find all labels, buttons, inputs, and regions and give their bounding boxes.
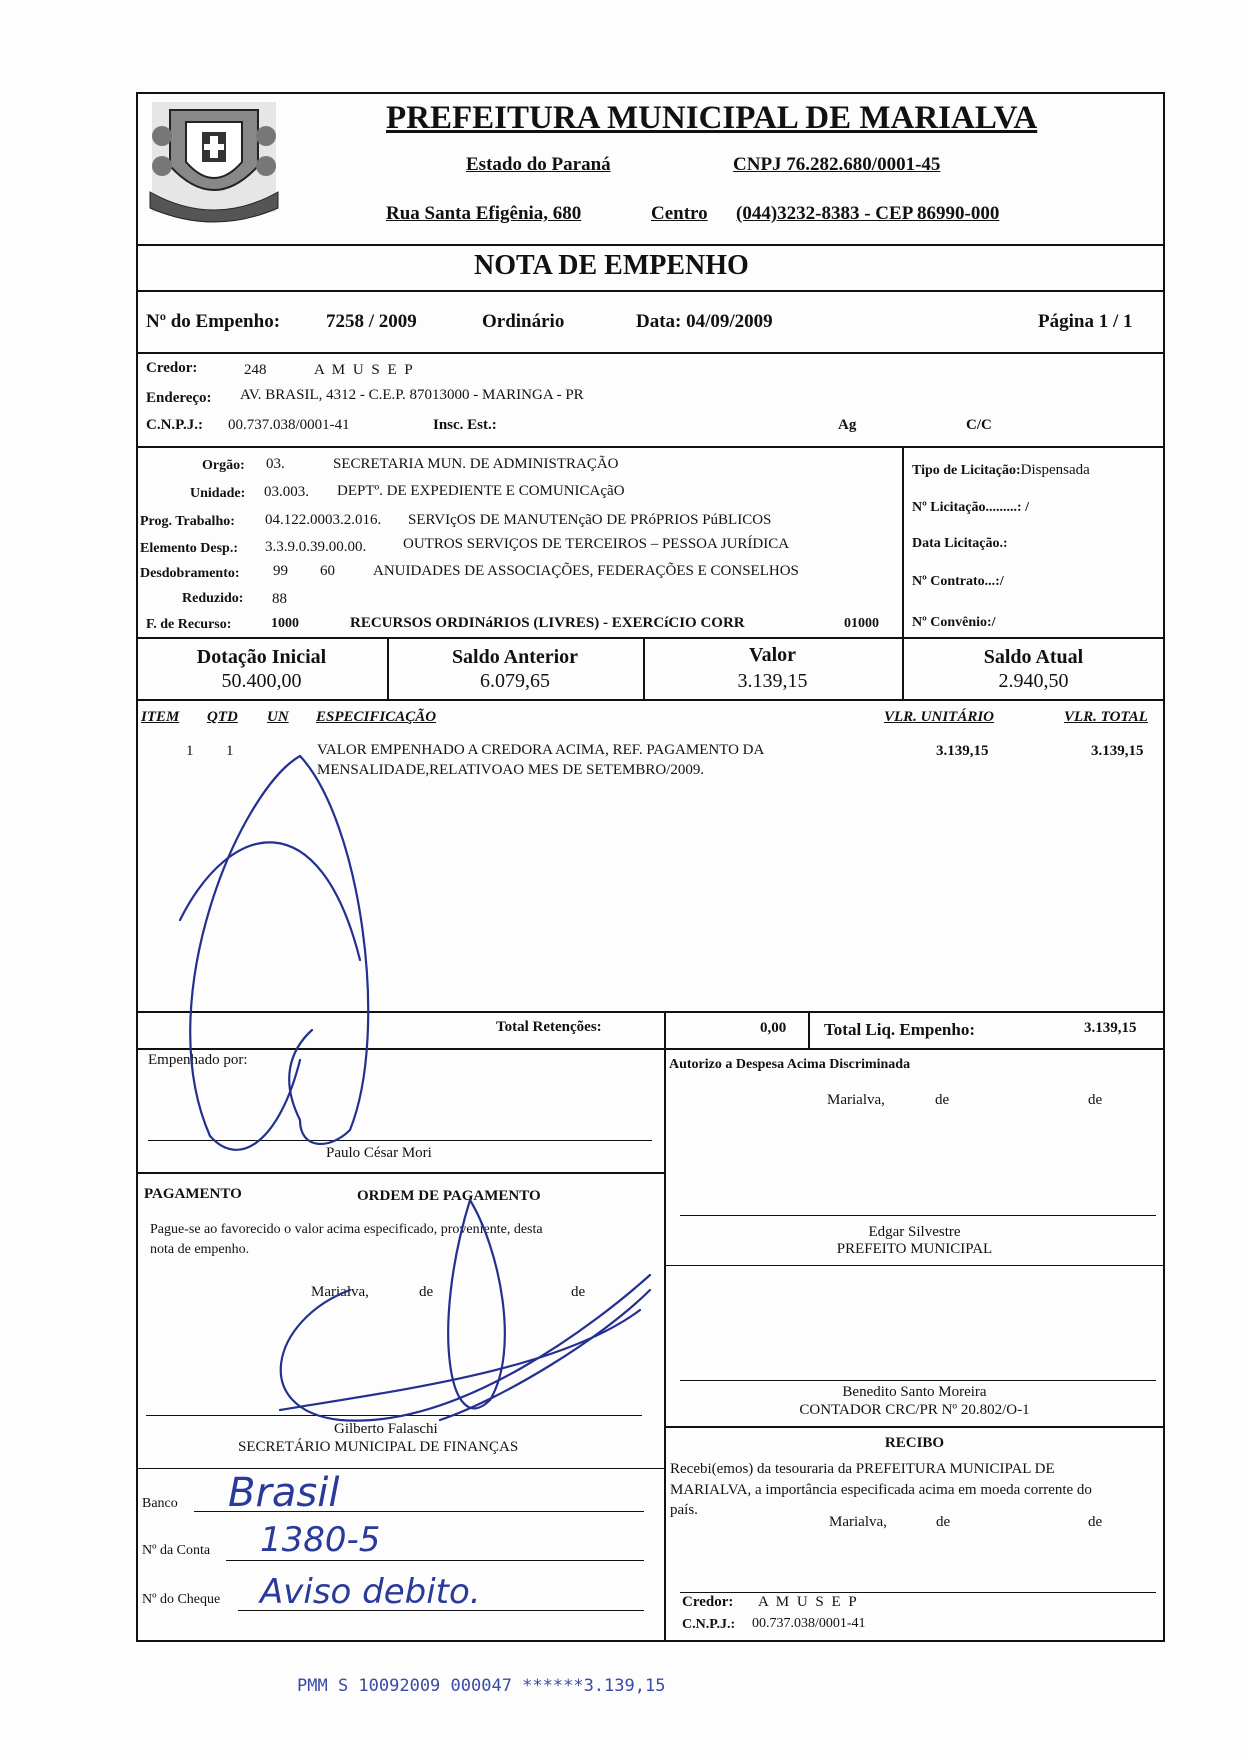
empenho-number: 7258 / 2009	[326, 311, 417, 332]
recibo-text-line3: país.	[670, 1502, 698, 1518]
convenio-number: Nº Convênio:/	[912, 615, 996, 630]
reduzido-value: 88	[272, 591, 287, 607]
empenhado-por-label: Empenhado por:	[148, 1052, 248, 1068]
account-number-handwritten: 1380-5	[260, 1520, 381, 1560]
prog-trabalho-name: SERVIçOS DE MANUTENçãO DE PRóPRIOS PúBLICOS	[408, 512, 772, 528]
empenho-number-label: Nº do Empenho:	[146, 311, 281, 332]
pagamento-de-2: de	[571, 1284, 586, 1300]
account-label: C/C	[966, 417, 992, 433]
col-vlr-total: VLR. TOTAL	[1064, 709, 1148, 725]
pagamento-label: PAGAMENTO	[144, 1186, 242, 1202]
creditor-code: 248	[244, 362, 267, 378]
header-district: Centro	[651, 203, 708, 224]
recibo-credor-name: A M U S E P	[758, 1594, 859, 1610]
bank-handwritten: Brasil	[228, 1470, 340, 1516]
desdobramento-name: ANUIDADES DE ASSOCIAÇÕES, FEDERAÇÕES E CONSELHOS	[373, 563, 799, 579]
empenho-date: Data: 04/09/2009	[636, 311, 773, 332]
total-liquido-value: 3.139,15	[1084, 1020, 1137, 1036]
prog-trabalho-code: 04.122.0003.2.016.	[265, 512, 382, 528]
page-number: Página 1 / 1	[1038, 311, 1133, 332]
secretary-name: Gilberto Falaschi	[334, 1421, 438, 1437]
autorizo-label: Autorizo a Despesa Acima Discriminada	[669, 1057, 911, 1072]
pagamento-text-line1: Pague-se ao favorecido o valor acima especificado, proveniente, desta	[150, 1222, 543, 1237]
fonte-recurso-extra: 01000	[844, 616, 879, 631]
valor-value: 3.139,15	[737, 670, 808, 692]
ordem-pagamento-label: ORDEM DE PAGAMENTO	[357, 1188, 541, 1204]
col-item: ITEM	[141, 709, 180, 725]
desdobramento-label: Desdobramento:	[140, 566, 240, 581]
cheque-number-label: Nº do Cheque	[142, 1592, 221, 1607]
desdobramento-a: 99	[273, 563, 288, 579]
orgao-label: Orgão:	[202, 458, 245, 473]
elemento-code: 3.3.9.0.39.00.00.	[265, 539, 367, 555]
item-desc-line1: VALOR EMPENHADO A CREDORA ACIMA, REF. PAGAMENTO DA	[317, 742, 765, 758]
recibo-credor-label: Credor:	[682, 1594, 734, 1610]
col-un: UN	[267, 709, 289, 725]
saldo-atual-label: Saldo Atual	[983, 646, 1084, 668]
licitacao-type-value: Dispensada	[1020, 462, 1090, 478]
fonte-recurso-label: F. de Recurso:	[146, 617, 232, 632]
insc-est-label: Insc. Est.:	[433, 417, 497, 433]
unidade-name: DEPTº. DE EXPEDIENTE E COMUNICAçãO	[337, 483, 625, 499]
contract-number: Nº Contrato...:/	[912, 574, 1004, 589]
accountant-title: CONTADOR CRC/PR Nº 20.802/O-1	[799, 1402, 1030, 1418]
cheque-number-handwritten: Aviso debito.	[260, 1572, 481, 1612]
creditor-label: Credor:	[146, 360, 198, 376]
dotacao-value: 50.400,00	[221, 670, 302, 692]
saldo-atual-value: 2.940,50	[998, 670, 1069, 692]
fonte-recurso-code: 1000	[271, 616, 299, 631]
state-name: Estado do Paraná	[466, 154, 611, 175]
saldo-anterior-label: Saldo Anterior	[451, 646, 579, 668]
reduzido-label: Reduzido:	[182, 591, 244, 606]
dotacao-label: Dotação Inicial	[196, 646, 327, 668]
total-retencoes-label: Total Retenções:	[496, 1019, 602, 1035]
desdobramento-b: 60	[320, 563, 335, 579]
recibo-cnpj-label: C.N.P.J.:	[682, 1617, 736, 1632]
accountant-name: Benedito Santo Moreira	[842, 1384, 987, 1400]
recibo-text-line1: Recebi(emos) da tesouraria da PREFEITURA MUNICIPAL DE	[670, 1461, 1055, 1477]
recibo-de-1: de	[936, 1514, 951, 1530]
city-hall-title: PREFEITURA MUNICIPAL DE MARIALVA	[386, 100, 1038, 136]
item-total-value: 3.139,15	[1091, 743, 1144, 759]
pagamento-de-1: de	[419, 1284, 434, 1300]
total-retencoes-value: 0,00	[760, 1020, 787, 1036]
autorizo-de-2: de	[1088, 1092, 1103, 1108]
recibo-cnpj-value: 00.737.038/0001-41	[752, 1616, 866, 1631]
elemento-label: Elemento Desp.:	[140, 541, 238, 556]
item-desc-line2: MENSALIDADE,RELATIVOAO MES DE SETEMBRO/2009.	[317, 762, 705, 778]
bank-label: Banco	[142, 1496, 178, 1511]
mayor-title: PREFEITO MUNICIPAL	[836, 1241, 993, 1257]
elemento-name: OUTROS SERVIÇOS DE TERCEIROS – PESSOA JURÍDICA	[403, 536, 790, 552]
col-qtd: QTD	[207, 709, 238, 725]
autorizo-city: Marialva,	[827, 1092, 885, 1108]
header-cnpj: CNPJ 76.282.680/0001-45	[733, 154, 941, 175]
document-title: NOTA DE EMPENHO	[474, 250, 749, 281]
valor-label: Valor	[748, 644, 797, 666]
empenhado-por-name: Paulo César Mori	[326, 1145, 432, 1161]
pagamento-city: Marialva,	[311, 1284, 369, 1300]
recibo-title: RECIBO	[884, 1435, 945, 1451]
mayor-name: Edgar Silvestre	[868, 1224, 961, 1240]
creditor-cnpj: 00.737.038/0001-41	[228, 417, 350, 433]
creditor-address: AV. BRASIL, 4312 - C.E.P. 87013000 - MARINGA - PR	[240, 387, 584, 403]
item-unit-value: 3.139,15	[936, 743, 989, 759]
prog-trabalho-label: Prog. Trabalho:	[140, 514, 235, 529]
autorizo-de-1: de	[935, 1092, 950, 1108]
header-phone-cep: (044)3232-8383 - CEP 86990-000	[736, 203, 1000, 224]
fonte-recurso-name: RECURSOS ORDINáRIOS (LIVRES) - EXERCíCIO CORR	[350, 615, 745, 631]
recibo-city: Marialva,	[829, 1514, 887, 1530]
address-label: Endereço:	[146, 390, 212, 406]
unidade-label: Unidade:	[190, 486, 246, 501]
orgao-code: 03.	[266, 456, 285, 472]
agency-label: Ag	[838, 417, 857, 433]
licitacao-type-key: Tipo de Licitação:	[912, 463, 1021, 478]
unidade-code: 03.003.	[264, 484, 309, 500]
col-especificacao: ESPECIFICAÇÃO	[316, 709, 437, 725]
total-liquido-label: Total Liq. Empenho:	[824, 1020, 975, 1039]
licitacao-date: Data Licitação.:	[912, 536, 1008, 551]
licitacao-number: Nº Licitação.........: /	[912, 500, 1029, 515]
recibo-de-2: de	[1088, 1514, 1103, 1530]
pagamento-text-line2: nota de empenho.	[150, 1242, 250, 1257]
header-street: Rua Santa Efigênia, 680	[386, 203, 582, 224]
creditor-name: A M U S E P	[314, 362, 415, 378]
cnpj-label: C.N.P.J.:	[146, 417, 203, 433]
payment-stamp: PMM S 10092009 000047 ******3.139,15	[297, 1676, 666, 1696]
item-qtd: 1	[226, 743, 234, 759]
recibo-text-line2: MARIALVA, a importância especificada acima em moeda corrente do	[670, 1482, 1092, 1498]
item-number: 1	[186, 743, 194, 759]
account-number-label: Nº da Conta	[142, 1543, 211, 1558]
empenho-type: Ordinário	[482, 311, 565, 332]
saldo-anterior-value: 6.079,65	[480, 670, 550, 692]
col-vlr-unitario: VLR. UNITÁRIO	[884, 709, 995, 725]
orgao-name: SECRETARIA MUN. DE ADMINISTRAÇÃO	[333, 456, 619, 472]
secretary-title: SECRETÁRIO MUNICIPAL DE FINANÇAS	[238, 1439, 519, 1455]
